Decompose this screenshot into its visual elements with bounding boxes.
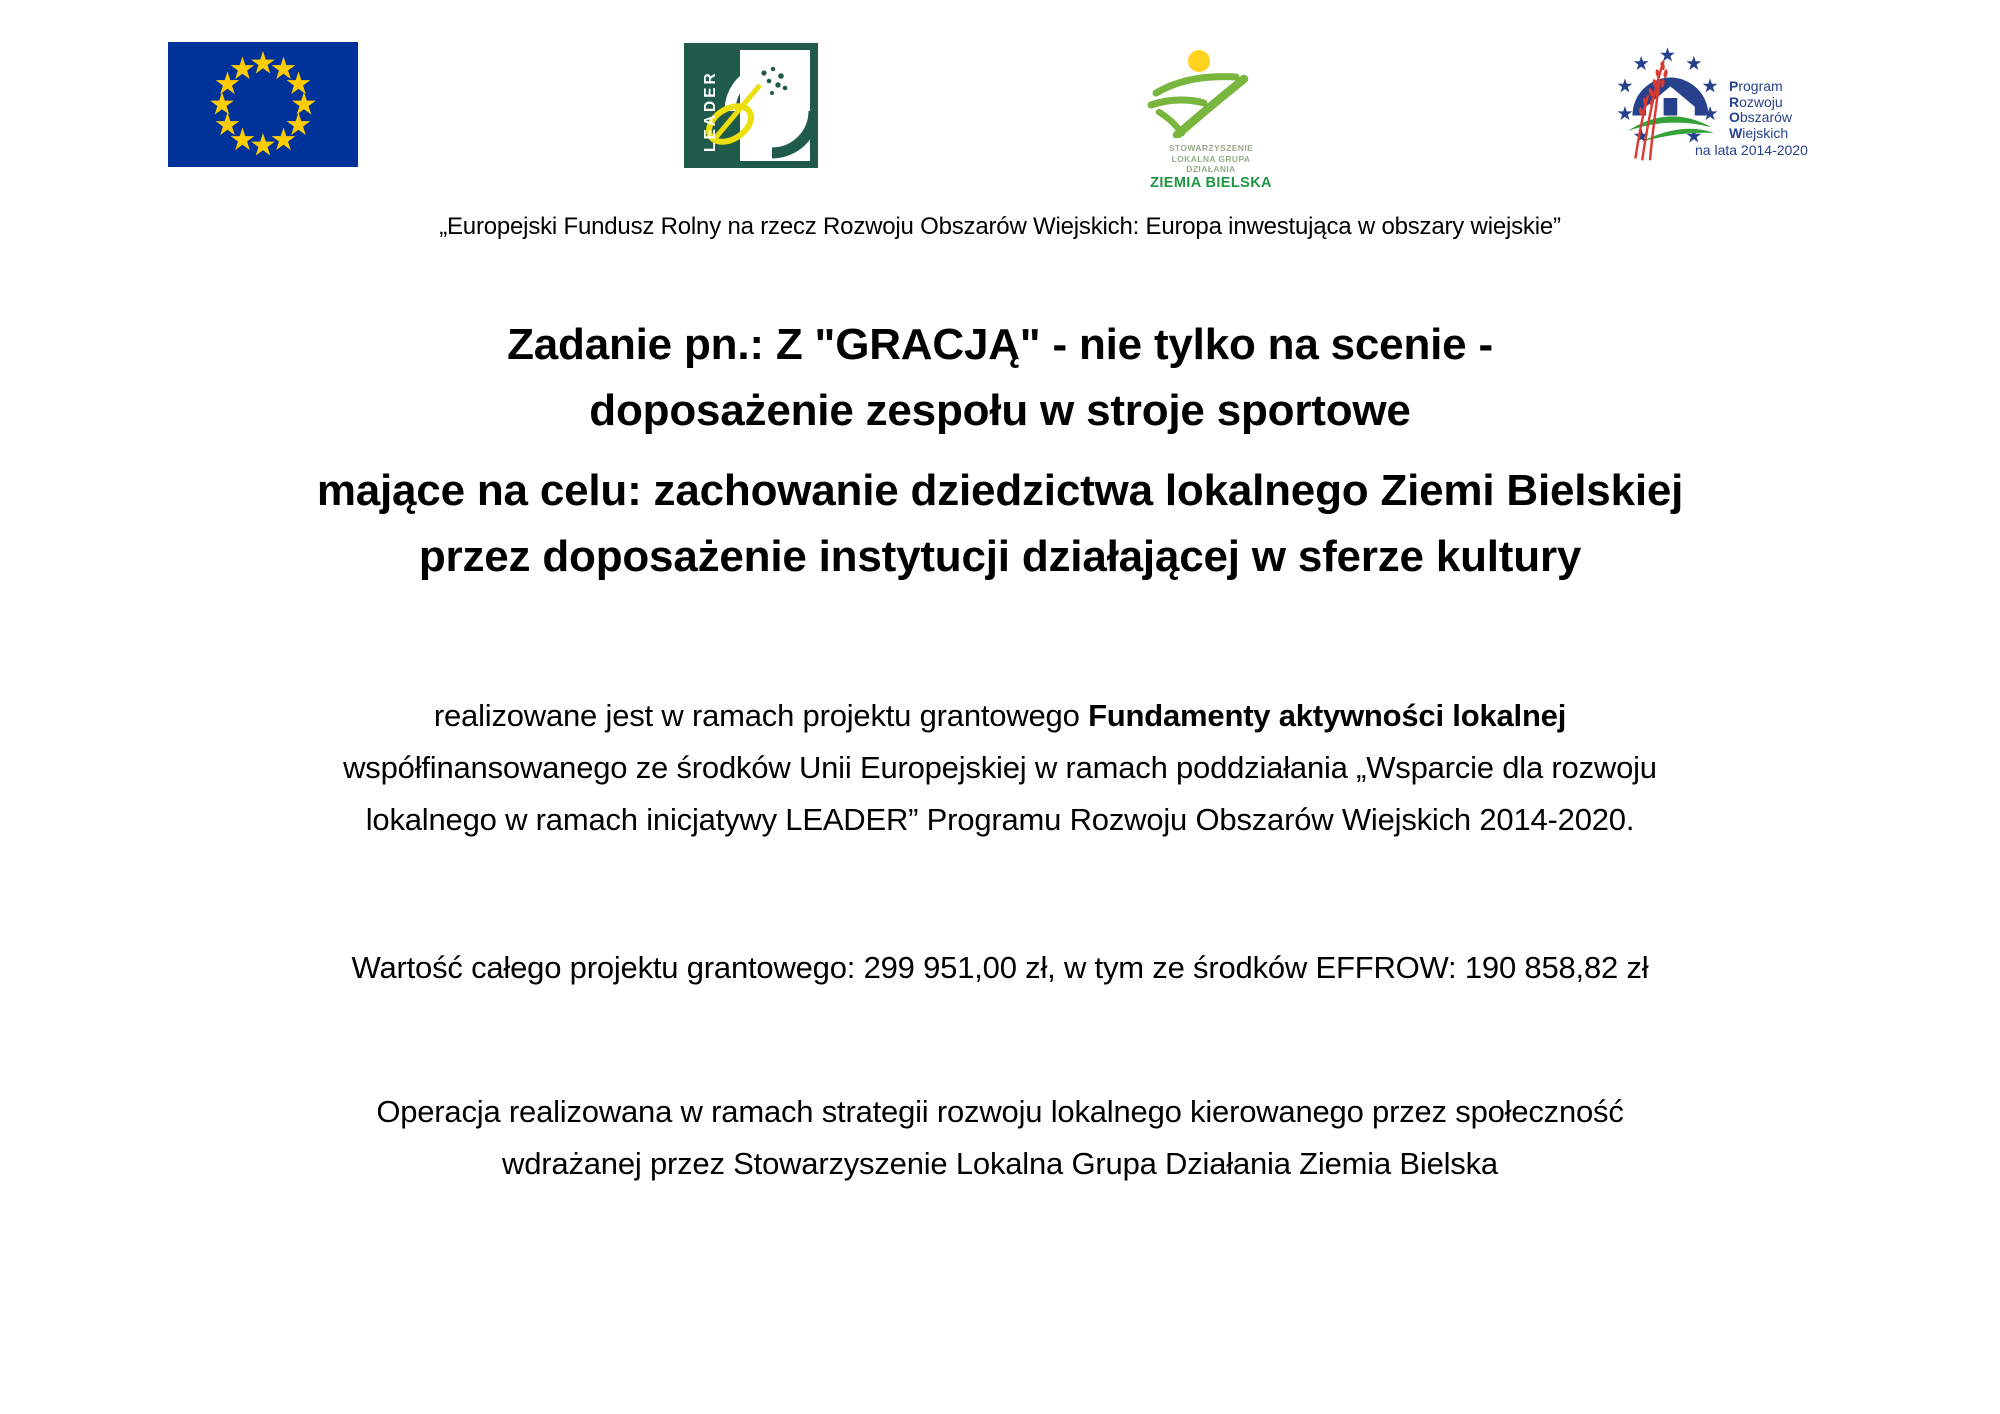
operation-statement [0,1086,2000,1190]
leader-logo-label: LEADER [702,70,719,152]
task-title [0,312,2000,444]
task-title-line-1: Zadanie pn.: Z "GRACJĄ" - nie tylko na scenie - [507,320,1493,369]
ziemia-bielska-icon [1146,46,1276,138]
project-description-line-1: realizowane jest w ramach projektu grantowego Fundamenty aktywności lokalnej [433,698,1567,733]
operation-statement-line-2: wdrażanej przez Stowarzyszenie Lokalna Grupa Działania Ziemia Bielska [502,1146,1498,1181]
prow-years: na lata 2014-2020 [1695,142,1808,158]
eu-flag-icon [167,42,359,167]
operation-statement-line-1: Operacja realizowana w ramach strategii rozwoju lokalnego kierowanego przez społeczność [376,1094,1624,1129]
ziemia-bielska-caption-2: LOKALNA GRUPA DZIAŁANIA [1171,153,1251,174]
ziemia-bielska-caption-1: STOWARZYSZENIE [1168,143,1254,153]
prow-word-rozwoju: Rozwoju [1729,93,1783,110]
prow-logo [1612,33,1808,163]
project-description-line-2: współfinansowanego ze środków Unii Europejskiej w ramach poddziałania „Wsparcie dla rozwoju [343,750,1657,785]
project-value: Wartość całego projektu grantowego: 299 951,00 zł, w tym ze środków EFFROW: 190 858,82 zł [351,950,1649,985]
task-goal-line-2: przez doposażenie instytucji działającej w sferze kultury [418,532,1582,581]
ziemia-bielska-title: ZIEMIA BIELSKA [1150,174,1272,191]
project-description-line-3: lokalnego w ramach inicjatywy LEADER” Programu Rozwoju Obszarów Wiejskich 2014-2020. [365,802,1635,837]
task-goal [0,458,2000,590]
eu-fund-caption: „Europejski Fundusz Rolny na rzecz Rozwoju Obszarów Wiejskich: Europa inwestująca w obszary wiejskie” [439,213,1561,240]
leader-logo [684,43,818,173]
grant-project-name: Fundamenty aktywności lokalnej [1088,698,1567,733]
project-description [0,690,2000,846]
task-title-line-2: doposażenie zespołu w stroje sportowe [589,386,1411,435]
ziemia-bielska-logo [1146,46,1276,191]
prow-word-wiejskich: Wiejskich [1729,124,1789,141]
prow-word-obszarow: Obszarów [1729,109,1793,125]
task-goal-line-1: mające na celu: zachowanie dziedzictwa lokalnego Ziemi Bielskiej [316,466,1684,515]
eu-flag-logo [167,42,359,172]
prow-word-program: Program [1729,78,1783,94]
prow-logo-text [1695,33,1808,159]
leader-icon [684,43,818,168]
logo-row [0,0,2000,191]
